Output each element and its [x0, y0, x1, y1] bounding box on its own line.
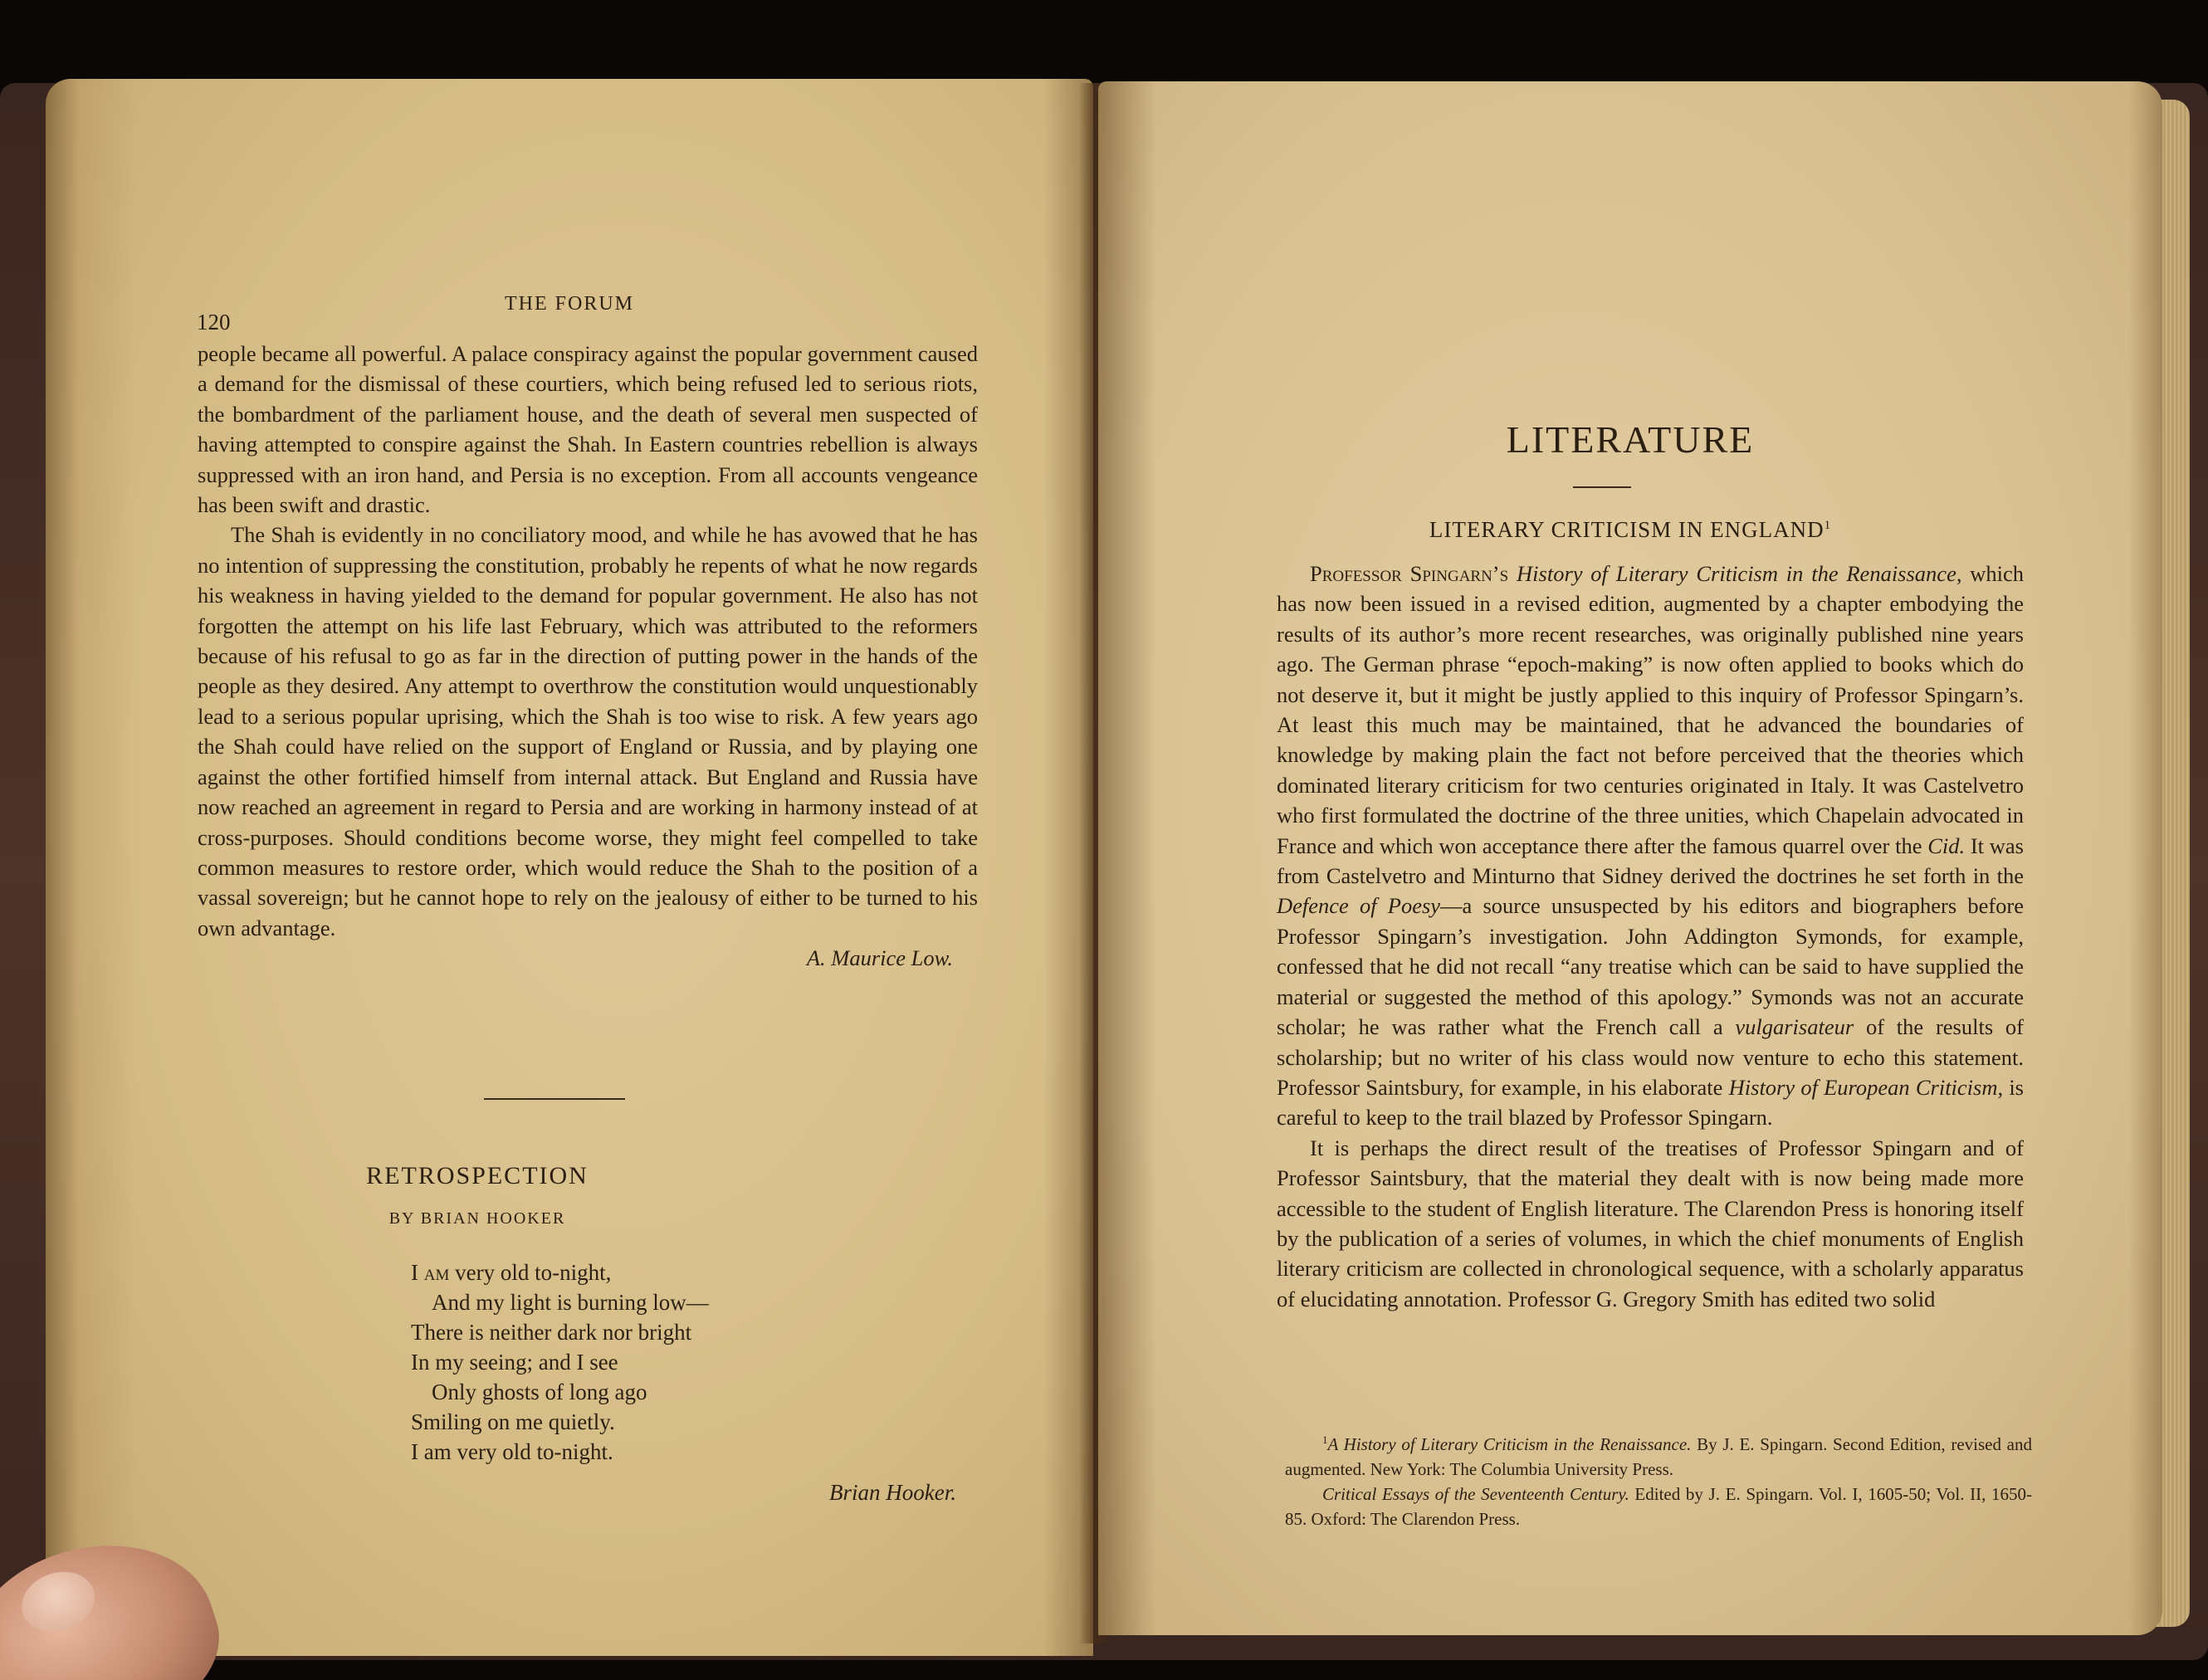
footnote-text: By J. E. Spingarn. Second Edition, revised and augmented. New York: The Columbia University Press.	[1285, 1434, 2032, 1479]
section-divider	[484, 1098, 625, 1100]
article-signature: A. Maurice Low.	[806, 945, 953, 971]
footnotes	[1285, 1428, 2032, 1531]
italic-title: Defence of Poesy	[1277, 893, 1441, 919]
paragraph: It is perhaps the direct result of the treatises of Professor Spingarn and of Professor Saintsbury, that the material they dealt with is now being made more accessible to the student of English literature. The Clarendon Press is honoring itself by the publication of a series of volumes, in which the chief monuments of English literary criticism are collected in chronological sequence, with a scholarly apparatus of elucidating annotation. Professor G. Gregory Smith has edited two solid	[1277, 1135, 2024, 1311]
page-number: 120	[197, 310, 231, 335]
section-title: LITERATURE	[1506, 418, 1755, 461]
footnote-marker: 1	[1824, 519, 1832, 532]
paragraph	[1277, 559, 2024, 1133]
poem-line: And my light is burning low—	[432, 1290, 709, 1315]
poem-line: There is neither dark nor bright	[411, 1320, 692, 1345]
paragraph: The Shah is evidently in no conciliatory mood, and while he has avowed that he has no intention of suppressing the constitution, probably he repents of what he now regards his weakness in having yielded to the demand for popular government. He also has not forgotten the attempt on his life last February, which was attributed to the reformers because of his refusal to go as far in the direction of putting power in the hands of the people as they desired. Any attempt to overthrow the constitution would unquestionably lead to a serious popular uprising, which the Shah is too wise to risk. A few years ago the Shah could have relied on the support of England or Russia, and by playing one against the other fortified himself from internal attack. But England and Russia have now reached an agreement in regard to Persia and are working in harmony instead of at cross-purposes. Should conditions become worse, they might feel compelled to take common measures to restore order, which would reduce the Shah to the position of a vassal sovereign; but he cannot hope to rely on the jealousy of either to be turned to his own advantage.	[198, 522, 978, 940]
poem-lead: I am	[411, 1260, 450, 1285]
lead-words: Professor Spingarn’s	[1310, 561, 1509, 586]
poem-line: Smiling on me quietly.	[411, 1409, 615, 1434]
text-run: —a source unsuspected by his editors and biographers before Professor Spingarn’s investigation. John Addington Symonds, for example, confessed that he did not recall “any treatise which can be said to have supplied the material or suggested the method of this apology.” Symonds was not an accurate scholar; he was rather what the French call a	[1277, 893, 2025, 1040]
poem-line: I am very old to-night.	[411, 1439, 613, 1464]
book-title: History of Literary Criticism in the Renaissance,	[1517, 561, 1962, 586]
title-rule	[1573, 486, 1631, 488]
article-title	[1098, 517, 2162, 543]
poem-line: Only ghosts of long ago	[432, 1380, 647, 1404]
footnote-marker: 1	[1322, 1433, 1328, 1446]
right-page	[1098, 81, 2162, 1635]
poem-byline: BY BRIAN HOOKER	[388, 1209, 566, 1228]
poem-title: RETROSPECTION	[366, 1162, 589, 1189]
footnote	[1285, 1428, 2032, 1482]
poem-signature: Brian Hooker.	[829, 1480, 956, 1505]
footnote-title: A History of Literary Criticism in the Renaissance.	[1327, 1434, 1692, 1454]
footnote-text: Edited by J. E. Spingarn. Vol. I, 1605-50; Vol. II, 1650-85. Oxford: The Clarendon Press.	[1285, 1484, 2032, 1529]
text-run: which has now been issued in a revised edition, augmented by a chapter embodying the results of its author’s more recent researches, was originally published nine years ago. The German phrase “epoch-making” is now often applied to books which do not deserve it, but it might be justly applied to this inquiry of Professor Spingarn’s. At least this much may be maintained, that he advanced the boundaries of knowledge by making plain the fact not before perceived that the theories which dominated literary criticism for two centuries originated in Italy. It was Castelvetro who first formulated the doctrine of the three unities, which Chapelain advocated in France and which won acceptance there after the famous quarrel over the	[1277, 561, 2025, 858]
paragraph: people became all powerful. A palace conspiracy against the popular government caused a demand for the dismissal of these courtiers, which being refused led to serious riots, the bombardment of the parliament house, and the death of several men suspected of having attempted to conspire against the Shah. In Eastern countries rebellion is always suppressed with an iron hand, and Persia is no exception. From all accounts vengeance has been swift and drastic.	[198, 341, 978, 518]
running-head: THE FORUM	[504, 293, 634, 315]
right-body-text	[1277, 559, 2024, 1314]
text-run: It was from Castelvetro and Minturno that Sidney derived the doctrines he set forth in the	[1277, 833, 2024, 889]
text-run: of the results of scholarship; but no writer of his class would now venture to echo this statement. Professor Saintsbury, for example, in his elaborate	[1277, 1014, 2024, 1100]
poem-body	[411, 1258, 709, 1467]
italic-word: vulgarisateur	[1735, 1014, 1854, 1040]
footnote	[1285, 1482, 2032, 1531]
text-run: is careful to keep to the trail blazed by Professor Spingarn.	[1277, 1074, 2024, 1131]
poem-line-rest: very old to-night,	[449, 1260, 612, 1285]
italic-title: Cid.	[1927, 833, 1966, 858]
poem-line	[411, 1258, 709, 1287]
italic-title: History of European Criticism,	[1728, 1074, 2004, 1100]
poem-line: In my seeing; and I see	[411, 1350, 618, 1375]
article-title-text: LITERARY CRITICISM IN ENGLAND	[1429, 517, 1825, 542]
left-body-text	[198, 339, 978, 974]
left-page	[46, 79, 1093, 1656]
footnote-title: Critical Essays of the Seventeenth Century.	[1322, 1484, 1629, 1504]
